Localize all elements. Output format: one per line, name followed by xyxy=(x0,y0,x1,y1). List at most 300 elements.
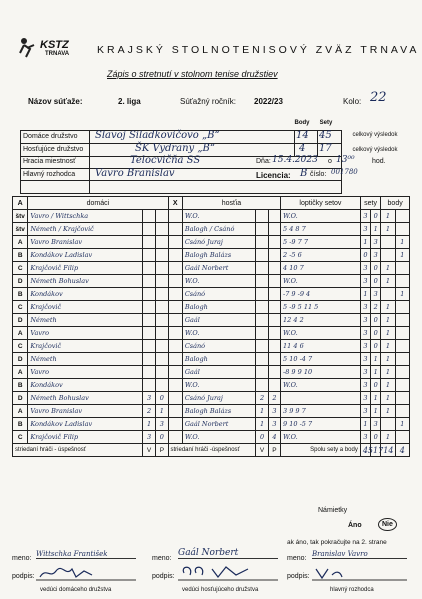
set-points: W.O. xyxy=(281,379,361,392)
guest-sub-p xyxy=(268,262,280,275)
time-label: o xyxy=(328,158,332,165)
points-home: 1 xyxy=(381,392,395,405)
home-sub-p xyxy=(156,236,168,249)
sets-home: 1 xyxy=(360,236,370,249)
guest-sub-p xyxy=(268,366,280,379)
home-player: Németh Bohuslav xyxy=(28,275,143,288)
guest-sub-p xyxy=(268,353,280,366)
home-player: Németh / Krajčovič xyxy=(28,223,143,236)
guest-sign-label: podpis: xyxy=(152,573,175,580)
namietky-ano[interactable]: Áno xyxy=(348,522,362,529)
license-no-label: číslo: xyxy=(310,171,327,178)
x-marker xyxy=(168,288,182,301)
table-row xyxy=(13,288,410,301)
home-sub-v xyxy=(142,210,155,223)
foot-sum-label: Spolu sety a body xyxy=(281,444,361,457)
time-value: 13⁰⁰ xyxy=(336,155,355,165)
sets-home: 3 xyxy=(360,379,370,392)
home-player: Kondákov xyxy=(28,379,143,392)
referee-caption: hlavný rozhodca xyxy=(330,587,374,593)
points-guest: 1 xyxy=(395,236,409,249)
sets-home: 3 xyxy=(360,340,370,353)
guest-player: W.O. xyxy=(182,210,256,223)
home-sub-v: 1 xyxy=(142,418,155,431)
row-kind: D xyxy=(13,275,28,288)
home-sub-p xyxy=(156,301,168,314)
guest-player: Csánó Juraj xyxy=(182,392,256,405)
guest-player: W.O. xyxy=(182,327,256,340)
guest-leader-caption: vedúci hosťujúceho družstva xyxy=(182,587,259,593)
foot-s1: 45 xyxy=(360,444,370,457)
home-sign-label: podpis: xyxy=(12,573,35,580)
guest-sub-v xyxy=(256,314,268,327)
x-marker xyxy=(168,405,182,418)
points-home: 1 xyxy=(381,262,395,275)
referee-value: Vavro Branislav xyxy=(95,168,175,179)
row-kind: C xyxy=(13,431,28,444)
venue-value: Telocvičňa SS xyxy=(130,155,201,166)
home-sub-p xyxy=(156,288,168,301)
guest-sub-v: 1 xyxy=(256,405,268,418)
guest-name-label: meno: xyxy=(152,555,172,562)
guest-player: Balogh xyxy=(182,301,256,314)
guest-sub-p xyxy=(268,314,280,327)
result-label-2: celkový výsledok xyxy=(352,147,398,153)
row-kind: A xyxy=(13,405,28,418)
row-kind: D xyxy=(13,392,28,405)
x-marker xyxy=(168,340,182,353)
guest-sub-v: 0 xyxy=(256,431,268,444)
col-sety: sety xyxy=(360,197,380,210)
sets-guest: 0 xyxy=(371,379,381,392)
sets-home: 0 xyxy=(360,249,370,262)
comp-label: Názov súťaže: xyxy=(28,97,83,106)
x-marker xyxy=(168,236,182,249)
guest-team-value: ŠK Vydrany „B“ xyxy=(135,143,216,154)
points-home: 1 xyxy=(381,327,395,340)
guest-sub-v xyxy=(256,210,268,223)
logo-main: KSTZ xyxy=(40,39,69,51)
home-player: Krajčovič xyxy=(28,340,143,353)
sets-guest: 0 xyxy=(371,275,381,288)
table-row xyxy=(13,418,410,431)
foot-home-v: V xyxy=(142,444,155,457)
home-sub-v xyxy=(142,314,155,327)
table-row xyxy=(13,327,410,340)
guest-sub-p: 4 xyxy=(268,431,280,444)
sets-guest: 1 xyxy=(371,353,381,366)
guest-team-label: Hosťujúce družstvo xyxy=(23,146,84,153)
guest-sub-p xyxy=(268,275,280,288)
home-sub-v xyxy=(142,327,155,340)
table-row xyxy=(13,353,410,366)
points-guest xyxy=(395,327,409,340)
x-marker xyxy=(168,275,182,288)
set-points: W.O. xyxy=(281,431,361,444)
points-guest: 1 xyxy=(395,249,409,262)
match-info xyxy=(20,120,405,195)
home-sub-p xyxy=(156,314,168,327)
guest-sub-p: 3 xyxy=(268,405,280,418)
home-body: 14 xyxy=(296,130,309,141)
set-points: W.O. xyxy=(281,210,361,223)
guest-sub-p xyxy=(268,288,280,301)
points-home: 1 xyxy=(381,210,395,223)
points-guest xyxy=(395,223,409,236)
season-label: Súťažný ročník: xyxy=(180,97,236,106)
col-body: body xyxy=(381,197,410,210)
set-points: W.O. xyxy=(281,327,361,340)
guest-player: Balogh Balázs xyxy=(182,405,256,418)
sets-home: 3 xyxy=(360,301,370,314)
guest-sub-p xyxy=(268,236,280,249)
row-kind: A xyxy=(13,327,28,340)
points-home xyxy=(381,249,395,262)
col-guest: hosťia xyxy=(182,197,280,210)
sets-guest: 0 xyxy=(371,262,381,275)
sets-guest: 3 xyxy=(371,249,381,262)
row-kind: D xyxy=(13,314,28,327)
points-guest xyxy=(395,392,409,405)
home-player: Németh Bohuslav xyxy=(28,392,143,405)
foot-guest-v: V xyxy=(256,444,268,457)
sets-guest: 0 xyxy=(371,431,381,444)
set-points xyxy=(281,392,361,405)
sets-home: 1 xyxy=(360,288,370,301)
home-sub-v xyxy=(142,301,155,314)
home-sub-p xyxy=(156,275,168,288)
set-points: 5 -9 7 7 xyxy=(281,236,361,249)
home-player: Kondákov Ladislav xyxy=(28,249,143,262)
x-marker xyxy=(168,327,182,340)
points-home xyxy=(381,288,395,301)
set-points: 3 9 9 7 xyxy=(281,405,361,418)
sets-home: 3 xyxy=(360,366,370,379)
home-sub-v xyxy=(142,236,155,249)
guest-sub-p xyxy=(268,379,280,392)
x-marker xyxy=(168,301,182,314)
home-sub-p xyxy=(156,366,168,379)
points-guest xyxy=(395,379,409,392)
license-no-value: 001780 xyxy=(331,168,358,176)
guest-player: Csánó xyxy=(182,340,256,353)
points-guest xyxy=(395,262,409,275)
guest-sety: 17 xyxy=(319,143,332,154)
guest-sub-v: 2 xyxy=(256,392,268,405)
points-home: 1 xyxy=(381,314,395,327)
points-guest xyxy=(395,314,409,327)
guest-player: Balogh xyxy=(182,353,256,366)
sets-home: 3 xyxy=(360,353,370,366)
set-points: 4 10 7 xyxy=(281,262,361,275)
referee-label: Hlavný rozhodca xyxy=(23,171,76,178)
home-player: Vavro / Wittschka xyxy=(28,210,143,223)
guest-sub-v xyxy=(256,223,268,236)
home-player: Németh xyxy=(28,314,143,327)
home-sub-p xyxy=(156,379,168,392)
home-team-label: Domáce družstvo xyxy=(23,133,78,140)
table-row xyxy=(13,275,410,288)
sets-home: 3 xyxy=(360,392,370,405)
home-player: Kondákov Ladislav xyxy=(28,418,143,431)
sets-home: 3 xyxy=(360,275,370,288)
home-name-label: meno: xyxy=(12,555,32,562)
ref-sign-label: podpis: xyxy=(287,573,310,580)
home-sub-p xyxy=(156,262,168,275)
row-kind: B xyxy=(13,249,28,262)
row-kind: B xyxy=(13,418,28,431)
guest-player: W.O. xyxy=(182,431,256,444)
foot-home-label: striedaní hráči - úspešnosť xyxy=(13,444,143,457)
ref-name-label: meno: xyxy=(287,555,307,562)
x-marker xyxy=(168,379,182,392)
home-sub-p: 0 xyxy=(156,392,168,405)
x-marker xyxy=(168,314,182,327)
set-points: -8 9 9 10 xyxy=(281,366,361,379)
home-sub-v xyxy=(142,379,155,392)
set-points: 12 4 2 xyxy=(281,314,361,327)
sets-home: 3 xyxy=(360,431,370,444)
sets-guest: 3 xyxy=(371,236,381,249)
x-marker xyxy=(168,262,182,275)
sets-home: 3 xyxy=(360,223,370,236)
home-sety: 45 xyxy=(319,130,332,141)
table-row xyxy=(13,366,410,379)
table-row xyxy=(13,405,410,418)
row-kind: B xyxy=(13,288,28,301)
guest-sub-p xyxy=(268,327,280,340)
sets-guest: 0 xyxy=(371,210,381,223)
guest-player: Csánó xyxy=(182,288,256,301)
set-points: 2 -5 6 xyxy=(281,249,361,262)
set-points: 5 4 8 7 xyxy=(281,223,361,236)
points-home xyxy=(381,418,395,431)
guest-sub-v xyxy=(256,288,268,301)
home-sub-v xyxy=(142,262,155,275)
home-leader-name: Wittschka František xyxy=(36,550,136,559)
home-player: Vavro Branislav xyxy=(28,236,143,249)
points-home xyxy=(381,236,395,249)
sets-home: 3 xyxy=(360,405,370,418)
guest-sub-v xyxy=(256,366,268,379)
match-table xyxy=(12,196,410,457)
col-x: X xyxy=(168,197,182,210)
points-home: 1 xyxy=(381,379,395,392)
table-row xyxy=(13,314,410,327)
x-marker xyxy=(168,249,182,262)
row-kind: štv xyxy=(13,210,28,223)
logo-sub: TRNAVA xyxy=(45,51,70,57)
sets-home: 1 xyxy=(360,418,370,431)
hod-label: hod. xyxy=(372,158,386,165)
sets-home: 3 xyxy=(360,314,370,327)
sets-guest: 2 xyxy=(371,301,381,314)
sets-guest: 3 xyxy=(371,418,381,431)
guest-sub-v xyxy=(256,275,268,288)
guest-player: W.O. xyxy=(182,275,256,288)
venue-label: Hracia miestnosť xyxy=(23,158,76,165)
guest-sub-p: 2 xyxy=(268,392,280,405)
row-kind: A xyxy=(13,236,28,249)
table-row xyxy=(13,210,410,223)
home-sub-p xyxy=(156,327,168,340)
guest-player: Gaál xyxy=(182,314,256,327)
home-sub-v xyxy=(142,249,155,262)
home-sub-v: 3 xyxy=(142,431,155,444)
table-row xyxy=(13,236,410,249)
home-player: Vavro xyxy=(28,327,143,340)
home-sub-p: 0 xyxy=(156,431,168,444)
home-sub-p xyxy=(156,249,168,262)
table-row xyxy=(13,262,410,275)
sets-guest: 1 xyxy=(371,366,381,379)
home-sub-v: 3 xyxy=(142,392,155,405)
foot-guest-label: striedaní hráči -úspešnosť xyxy=(168,444,256,457)
guest-sub-p xyxy=(268,249,280,262)
date-label: Dňa: xyxy=(256,158,271,165)
points-guest xyxy=(395,340,409,353)
referee-signature xyxy=(312,565,407,581)
x-marker xyxy=(168,366,182,379)
home-sub-p: 1 xyxy=(156,405,168,418)
home-sub-v xyxy=(142,340,155,353)
row-kind: C xyxy=(13,301,28,314)
home-player: Kondákov xyxy=(28,288,143,301)
player-icon xyxy=(18,37,38,59)
set-points: 9 10 -5 7 xyxy=(281,418,361,431)
guest-sub-v xyxy=(256,327,268,340)
referee-name: Branislav Vavro xyxy=(312,550,407,559)
table-row xyxy=(13,340,410,353)
x-marker xyxy=(168,418,182,431)
body-col-header: Body xyxy=(294,120,310,126)
home-player: Németh xyxy=(28,353,143,366)
x-marker xyxy=(168,223,182,236)
sety-col-header: Sety xyxy=(319,120,333,126)
table-row xyxy=(13,379,410,392)
guest-body: 4 xyxy=(299,143,306,154)
home-sub-v xyxy=(142,288,155,301)
points-guest: 1 xyxy=(395,288,409,301)
points-guest xyxy=(395,301,409,314)
date-value: 15.4.2023 xyxy=(272,155,318,165)
set-points: -7 9 -9 4 xyxy=(281,288,361,301)
row-kind: C xyxy=(13,262,28,275)
sets-home: 3 xyxy=(360,210,370,223)
points-home: 1 xyxy=(381,223,395,236)
points-guest: 1 xyxy=(395,418,409,431)
comp-value: 2. liga xyxy=(118,97,141,106)
table-row xyxy=(13,431,410,444)
points-home: 1 xyxy=(381,275,395,288)
foot-b2: 4 xyxy=(395,444,409,457)
foot-s2: 17 xyxy=(371,444,381,457)
points-home: 1 xyxy=(381,431,395,444)
guest-sub-p xyxy=(268,210,280,223)
points-home: 1 xyxy=(381,301,395,314)
points-home: 1 xyxy=(381,353,395,366)
guest-player: Gaál Norbert xyxy=(182,262,256,275)
continue-note: ak áno, tak pokračujte na 2. strane xyxy=(287,539,387,546)
home-player: Krajčovič Filip xyxy=(28,262,143,275)
sets-guest: 1 xyxy=(371,392,381,405)
guest-sub-v xyxy=(256,379,268,392)
table-body xyxy=(13,210,410,444)
sets-guest: 0 xyxy=(371,327,381,340)
guest-player: Csánó Juraj xyxy=(182,236,256,249)
home-sub-v xyxy=(142,353,155,366)
guest-sub-v xyxy=(256,301,268,314)
points-guest xyxy=(395,431,409,444)
home-player: Krajčovič xyxy=(28,301,143,314)
points-guest xyxy=(395,405,409,418)
guest-player: W.O. xyxy=(182,379,256,392)
home-signature xyxy=(36,565,136,581)
season-value: 2022/23 xyxy=(254,97,283,106)
col-a: A xyxy=(13,197,28,210)
home-team-value: Slavoj Siladkovičovo „B“ xyxy=(95,130,220,141)
home-sub-v: 2 xyxy=(142,405,155,418)
namietky-nie[interactable]: Nie xyxy=(378,518,397,531)
points-guest xyxy=(395,275,409,288)
guest-sub-v xyxy=(256,236,268,249)
row-kind: C xyxy=(13,340,28,353)
points-home: 1 xyxy=(381,340,395,353)
home-player: Vavro xyxy=(28,366,143,379)
namietky-label: Námietky xyxy=(318,507,348,514)
guest-player: Gaál xyxy=(182,366,256,379)
home-sub-v xyxy=(142,223,155,236)
home-sub-p xyxy=(156,210,168,223)
table-row xyxy=(13,249,410,262)
home-sub-p xyxy=(156,223,168,236)
x-marker xyxy=(168,210,182,223)
sets-guest: 0 xyxy=(371,314,381,327)
guest-sub-p: 3 xyxy=(268,418,280,431)
guest-player: Gaál Norbert xyxy=(182,418,256,431)
guest-sub-v xyxy=(256,340,268,353)
home-sub-p: 3 xyxy=(156,418,168,431)
guest-sub-p xyxy=(268,301,280,314)
result-label: celkový výsledok xyxy=(352,132,398,138)
foot-home-p: P xyxy=(156,444,168,457)
table-row xyxy=(13,223,410,236)
points-home: 1 xyxy=(381,366,395,379)
guest-sub-v: 1 xyxy=(256,418,268,431)
kstz-logo xyxy=(18,37,78,61)
guest-sub-v xyxy=(256,353,268,366)
set-points: 5 -9 5 11 5 xyxy=(281,301,361,314)
guest-sub-p xyxy=(268,223,280,236)
points-home: 1 xyxy=(381,405,395,418)
round-label: Kolo: xyxy=(343,97,362,106)
sets-guest: 1 xyxy=(371,405,381,418)
set-points: W.O. xyxy=(281,275,361,288)
guest-sub-p xyxy=(268,340,280,353)
foot-guest-p: P xyxy=(268,444,280,457)
row-kind: B xyxy=(13,379,28,392)
points-guest xyxy=(395,366,409,379)
round-value: 22 xyxy=(370,90,387,105)
x-marker xyxy=(168,353,182,366)
guest-sub-v xyxy=(256,249,268,262)
home-sub-p xyxy=(156,340,168,353)
points-guest xyxy=(395,210,409,223)
sets-guest: 0 xyxy=(371,340,381,353)
sets-home: 3 xyxy=(360,327,370,340)
set-points: 5 10 -4 7 xyxy=(281,353,361,366)
document-subtitle: Zápis o stretnutí v stolnom tenise družstiev xyxy=(107,69,278,79)
